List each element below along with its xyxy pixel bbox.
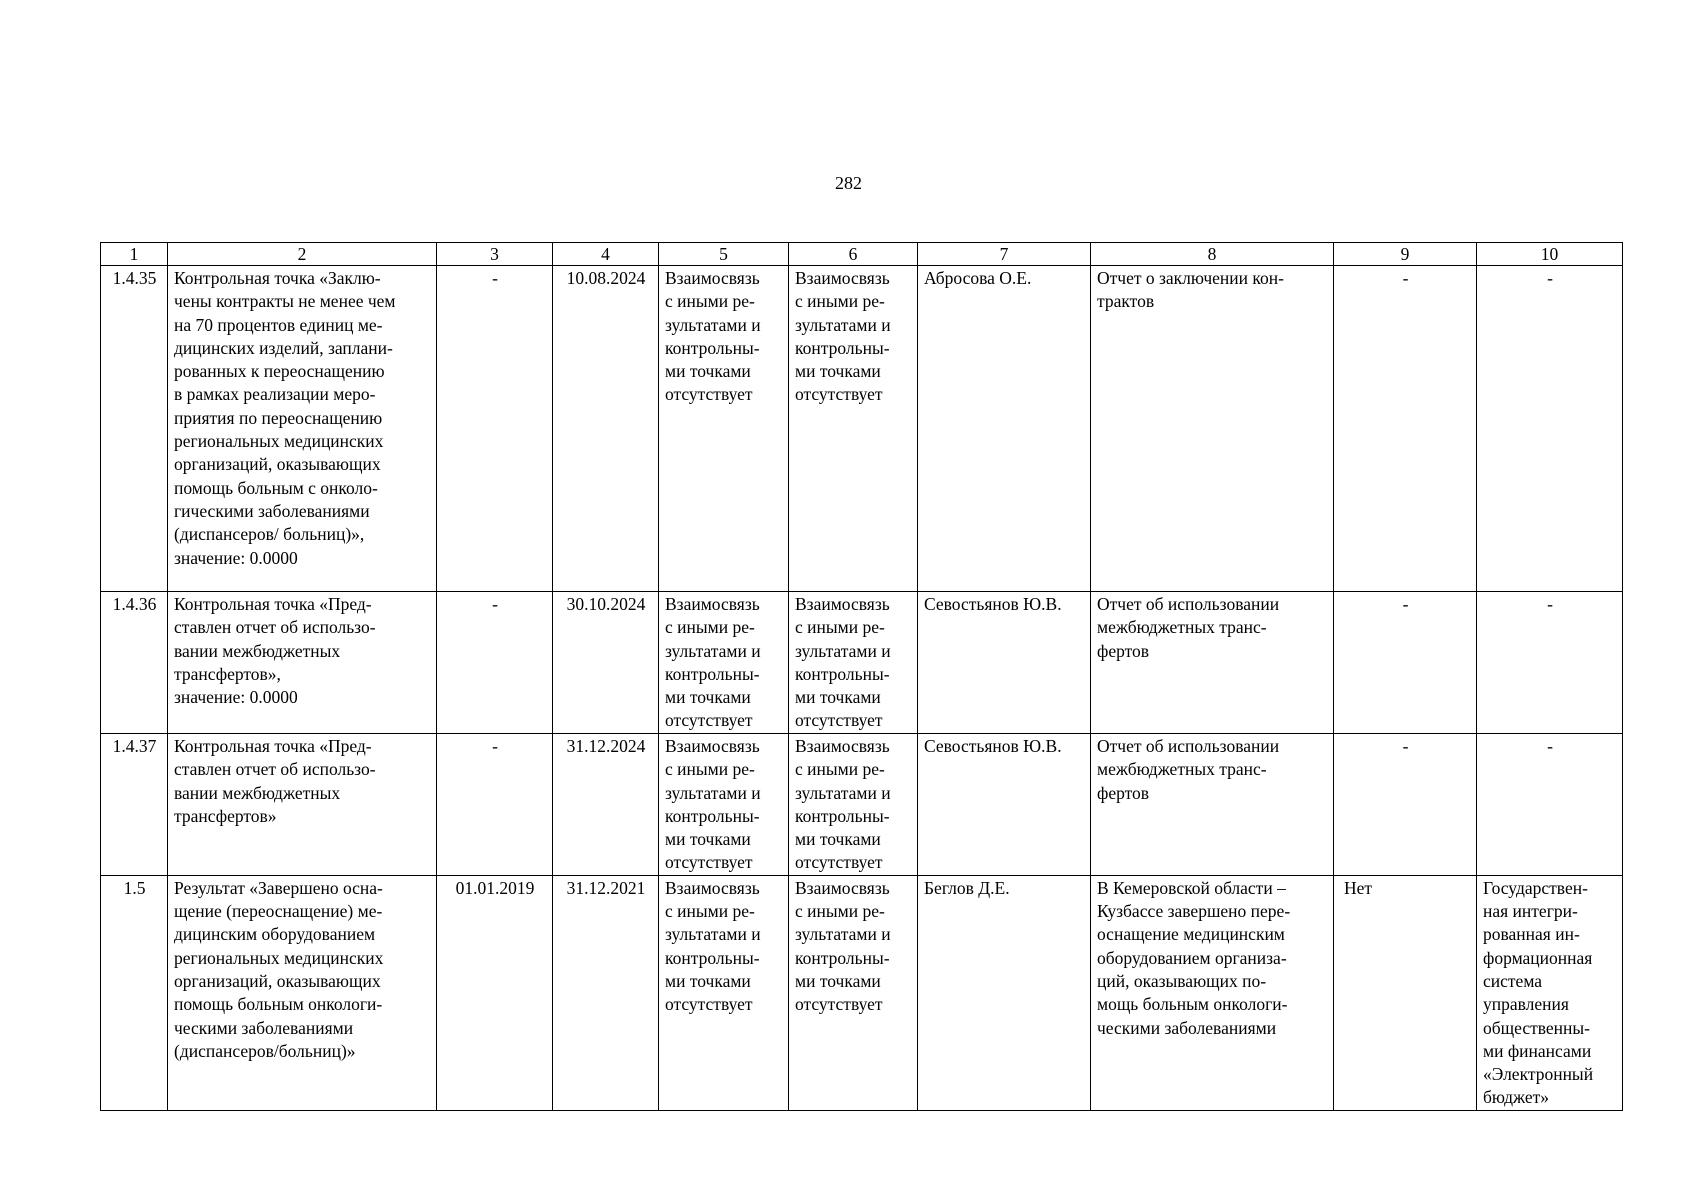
- row-col9: Нет: [1334, 875, 1477, 1110]
- row-description: Результат «Завершено осна- щение (переоснащение) ме- дицинским оборудованием региональных медицинских организаций, оказывающих помощь больным онкологи- ческими заболеваниями (диспансеров/больниц)»: [168, 875, 437, 1110]
- row-start-date: -: [437, 266, 553, 592]
- row-number: 1.4.37: [101, 734, 168, 876]
- row-end-date: 31.12.2024: [553, 734, 659, 876]
- row-end-date: 10.08.2024: [553, 266, 659, 592]
- row-col9: -: [1334, 592, 1477, 734]
- column-header: 6: [789, 243, 918, 266]
- row-link-previous: Взаимосвязь с иными ре- зультатами и контрольны- ми точками отсутствует: [659, 592, 789, 734]
- table-row: [101, 875, 1623, 1110]
- row-start-date: 01.01.2019: [437, 875, 553, 1110]
- row-link-previous: Взаимосвязь с иными ре- зультатами и контрольны- ми точками отсутствует: [659, 266, 789, 592]
- row-link-next: Взаимосвязь с иными ре- зультатами и контрольны- ми точками отсутствует: [789, 592, 918, 734]
- row-col10: -: [1477, 734, 1623, 876]
- column-header: 10: [1477, 243, 1623, 266]
- column-header: 7: [918, 243, 1091, 266]
- column-header: 4: [553, 243, 659, 266]
- row-number: 1.4.36: [101, 592, 168, 734]
- row-description: Контрольная точка «Пред- ставлен отчет об использо- вании межбюджетных трансфертов», значение: 0.0000: [168, 592, 437, 734]
- row-result: Отчет о заключении кон- трактов: [1091, 266, 1334, 592]
- row-link-next: Взаимосвязь с иными ре- зультатами и контрольны- ми точками отсутствует: [789, 734, 918, 876]
- row-start-date: -: [437, 734, 553, 876]
- page-number: 282: [835, 173, 862, 193]
- row-responsible: Севостьянов Ю.В.: [918, 592, 1091, 734]
- row-col9: -: [1334, 266, 1477, 592]
- row-number: 1.5: [101, 875, 168, 1110]
- control-points-table: [100, 242, 1623, 1111]
- column-header: 3: [437, 243, 553, 266]
- row-link-next: Взаимосвязь с иными ре- зультатами и контрольны- ми точками отсутствует: [789, 875, 918, 1110]
- row-responsible: Беглов Д.Е.: [918, 875, 1091, 1110]
- column-header: 9: [1334, 243, 1477, 266]
- row-col10: Государствен- ная интегри- рованная ин- формационная система управления общественны- ми финансами «Электронный бюджет»: [1477, 875, 1623, 1110]
- row-responsible: Севостьянов Ю.В.: [918, 734, 1091, 876]
- row-result: Отчет об использовании межбюджетных транс- фертов: [1091, 734, 1334, 876]
- table-row: [101, 266, 1623, 592]
- row-description: Контрольная точка «Заклю- чены контракты не менее чем на 70 процентов единиц ме- дицинских изделий, заплани- рованных к переоснащению в рамках реализации меро- приятия по переоснащению региональных медицинских организаций, оказывающих помощь больным с онколо- гическими заболеваниями (диспансеров/ больниц)», значение: 0.0000: [168, 266, 437, 592]
- column-header: 1: [101, 243, 168, 266]
- row-number: 1.4.35: [101, 266, 168, 592]
- row-link-previous: Взаимосвязь с иными ре- зультатами и контрольны- ми точками отсутствует: [659, 734, 789, 876]
- row-link-next: Взаимосвязь с иными ре- зультатами и контрольны- ми точками отсутствует: [789, 266, 918, 592]
- row-col10: -: [1477, 266, 1623, 592]
- row-end-date: 30.10.2024: [553, 592, 659, 734]
- row-description: Контрольная точка «Пред- ставлен отчет об использо- вании межбюджетных трансфертов»: [168, 734, 437, 876]
- row-result: В Кемеровской области – Кузбассе завершено пере- оснащение медицинским оборудованием организа- ций, оказывающих по- мощь больным онкологи- ческими заболеваниями: [1091, 875, 1334, 1110]
- column-header: 5: [659, 243, 789, 266]
- column-header: 8: [1091, 243, 1334, 266]
- row-end-date: 31.12.2021: [553, 875, 659, 1110]
- row-start-date: -: [437, 592, 553, 734]
- table-row: [101, 734, 1623, 876]
- row-col9: -: [1334, 734, 1477, 876]
- row-result: Отчет об использовании межбюджетных транс- фертов: [1091, 592, 1334, 734]
- row-link-previous: Взаимосвязь с иными ре- зультатами и контрольны- ми точками отсутствует: [659, 875, 789, 1110]
- table-row: [101, 592, 1623, 734]
- column-header: 2: [168, 243, 437, 266]
- table-header-row: [101, 243, 1623, 266]
- row-col10: -: [1477, 592, 1623, 734]
- row-responsible: Абросова О.Е.: [918, 266, 1091, 592]
